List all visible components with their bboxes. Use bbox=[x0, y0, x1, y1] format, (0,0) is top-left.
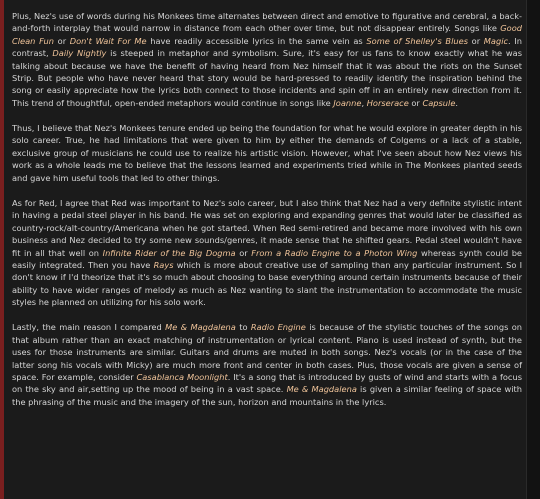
text-run: is because of the stylistic touches of the songs on that album rather than an exact matching of instrumentation or lyrical content. Piano is used instead of synth, but the uses for those instruments are similar. Guitars and drums are muted in both songs. Nez's vocals (or in the case of the latter song his vocals with Micky) are much more front and center in both cases. Plus, those vocals are given a sense of space. For example, consider bbox=[12, 322, 523, 382]
post-body bbox=[12, 10, 522, 421]
text-run: or bbox=[468, 35, 484, 46]
title-reference: Rays bbox=[153, 259, 174, 270]
text-run: . bbox=[455, 97, 459, 108]
text-run: whereas synth could be easily integrated. Then you have bbox=[12, 247, 523, 270]
title-reference: Some of Shelley's Blues bbox=[366, 35, 468, 46]
title-reference: Me & Magdalena bbox=[165, 322, 236, 333]
text-run: or bbox=[235, 247, 252, 258]
title-reference: From a Radio Engine to a Photon Wing bbox=[251, 247, 418, 258]
text-run: Thus, I believe that Nez's Monkees tenure ended up being the foundation for what he would explore in greater depth in his solo career. True, he had limitations that were given to him by either the demands of Colgems or a lack of a stable, exclusive group of musicians he could use to realize his artistic vision. However, what I've seen about how Nez views his work as a whole leads me to believe that the lessons learned and experiments tried while in The Monkees planted seeds and gave him useful tools that led to other things. bbox=[12, 123, 522, 183]
post-paragraph-1 bbox=[12, 10, 522, 109]
title-reference: Magic bbox=[483, 35, 509, 46]
title-reference: Capsule bbox=[422, 97, 456, 108]
post-paragraph-4 bbox=[12, 321, 522, 408]
title-reference: Joanne bbox=[333, 97, 362, 108]
text-run: have readily accessible lyrics in the same vein as bbox=[146, 35, 367, 46]
text-run: Lastly, the main reason I compared bbox=[12, 322, 166, 333]
text-run: Plus, Nez's use of words during his Monkees time alternates between direct and emotive to figurative and cerebral, a back-and-forth interplay that would narrow in distance from each other over time, but not disappear entirely. Songs like bbox=[12, 11, 522, 34]
title-reference: Casablanca Moonlight bbox=[136, 371, 228, 382]
scrollbar-track[interactable] bbox=[527, 0, 540, 499]
text-run: which is more about creative use of sampling than any particular instrument. So I don't know if I'd theorize that it's so much about choosing to base everything around certain instruments because of their ability to have wider ranges of melody as much as Nez wanting to slant the instrumentation to accommodate the music styles he planned on utilizing for his solo work. bbox=[12, 259, 522, 308]
title-reference: Don't Wait For Me bbox=[69, 35, 147, 46]
title-reference: Good Clean Fun bbox=[12, 23, 522, 46]
title-reference: Horserace bbox=[366, 97, 409, 108]
accent-bar bbox=[0, 0, 4, 499]
text-run: , bbox=[361, 97, 367, 108]
post-paragraph-3 bbox=[12, 197, 522, 309]
text-run: . It's a song that is introduced by gusts of wind and starts with a focus on the sky and air,setting up the mood of being in a vast space. bbox=[12, 371, 522, 395]
title-reference: Me & Magdalena bbox=[286, 384, 357, 395]
title-reference: Daily Nightly bbox=[52, 48, 107, 59]
text-run: . In contrast, bbox=[12, 35, 523, 59]
text-run: is steeped in metaphor and symbolism. Sure, it's easy for us fans to know exactly what he was talking about because we have the benefit of having heard from Nez himself that it was about the riots on the Sunset Strip. But people who have never heard that story would be hard-pressed to readily identify the inspiration behind the song or easily appreciate how the lyrics both connect to those incidents and spin off in an entirely new direction from it. This trend of thoughtful, open-ended metaphors would continue in songs like bbox=[12, 48, 522, 108]
title-reference: Radio Engine bbox=[250, 322, 306, 333]
post-paragraph-2 bbox=[12, 122, 522, 184]
text-run: is given a similar feeling of space with the phrasing of the music and the imagery of the sun, horizon and mountains in the lyrics. bbox=[12, 384, 523, 407]
text-run: or bbox=[408, 97, 423, 108]
text-run: or bbox=[53, 35, 70, 46]
text-run: As for Red, I agree that Red was important to Nez's solo career, but I also think that Nez had a very definite stylistic intent in having a pedal steel player in his band. He was set on exploring and expanding genres that would later be classified as country-rock/alt-country/Americana when he got started. When Red semi-retired and became more involved with his own business and Nez decided to try some new sounds/genres, it made sense that he shifted gears. Pedal steel wouldn't have fit in all that well on bbox=[12, 197, 522, 258]
text-run: to bbox=[235, 322, 251, 333]
title-reference: Infinite Rider of the Big Dogma bbox=[102, 247, 236, 258]
